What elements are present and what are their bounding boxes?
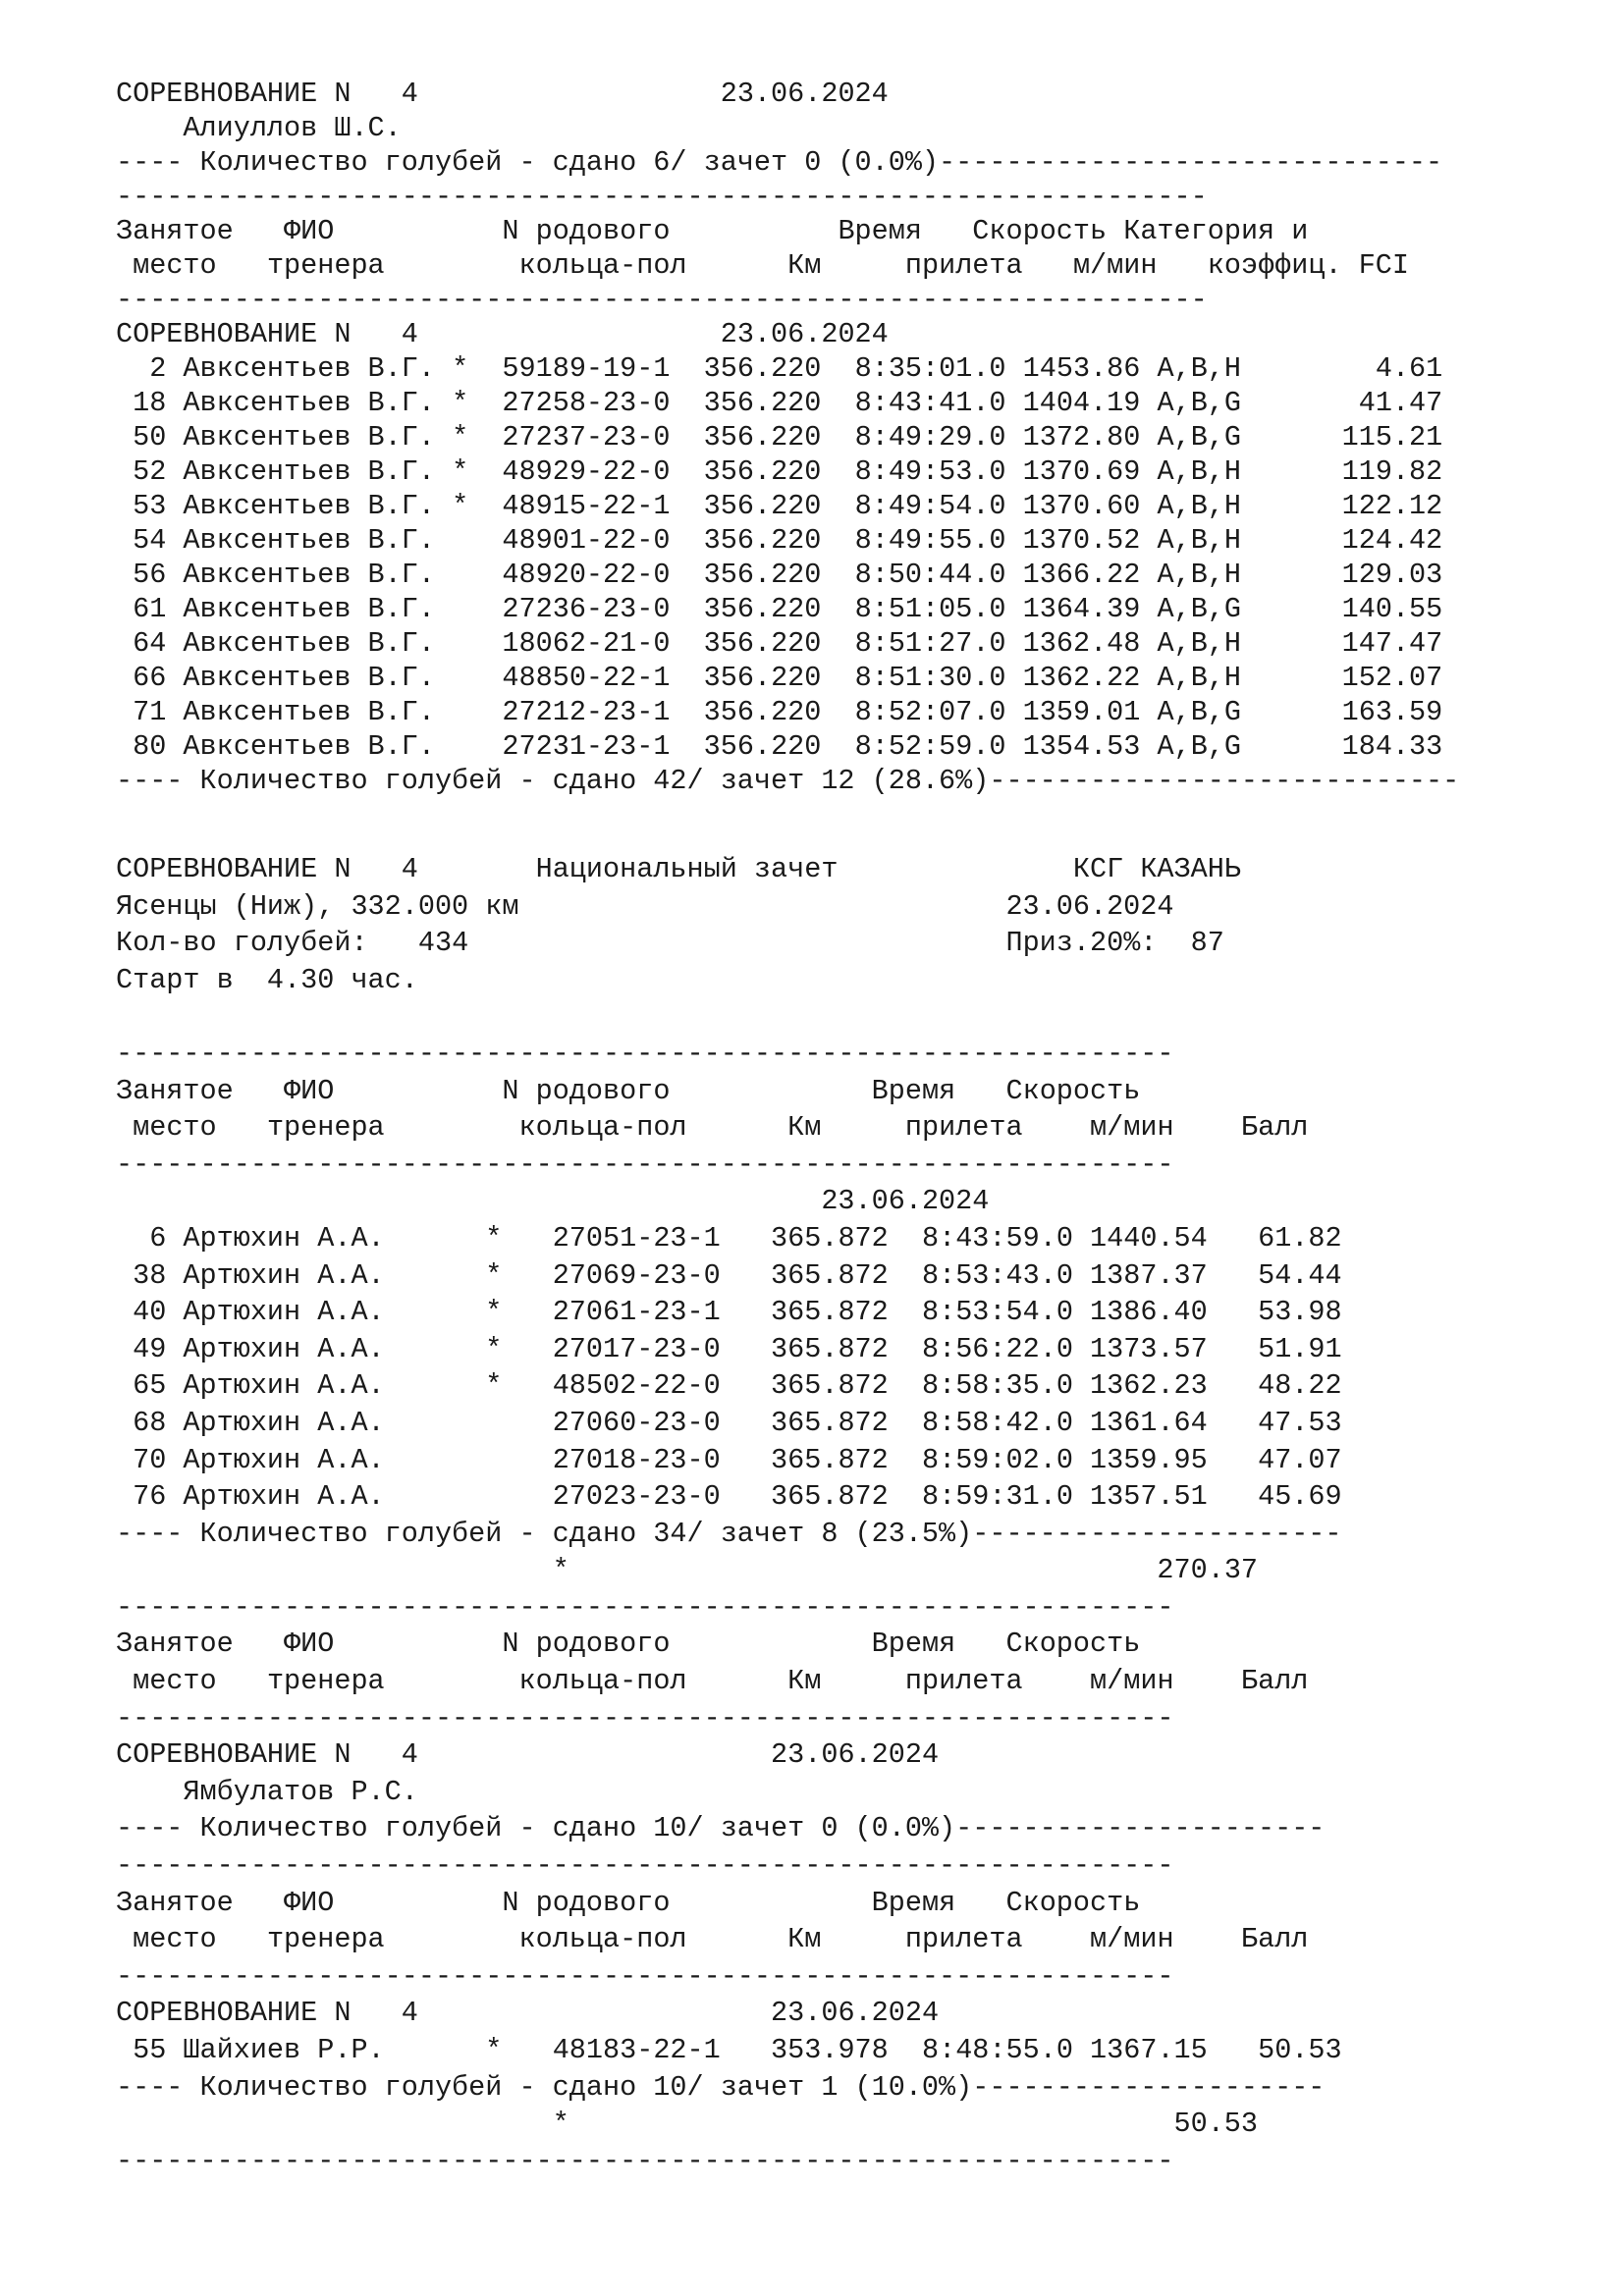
speed: 1359.01 [1022, 696, 1141, 728]
place: 40 [116, 1296, 167, 1329]
table-row [116, 1367, 1589, 1405]
arrival-time: 8:49:55.0 [854, 524, 1006, 557]
arrival-time: 8:52:07.0 [854, 696, 1006, 728]
group-heading: СОРЕВНОВАНИЕ N 4 23.06.2024 [116, 1738, 940, 1772]
table-row [116, 2032, 1589, 2069]
mark: * [485, 2034, 503, 2066]
speed: 1372.80 [1022, 421, 1141, 454]
place: 70 [116, 1443, 167, 1476]
mark [452, 662, 468, 694]
score: 50.53 [1207, 2034, 1342, 2066]
category: A,B,H [1157, 490, 1242, 522]
fancier-name: Авксентьев В.Г. [183, 421, 453, 454]
fci-coefficient: 140.55 [1241, 593, 1443, 625]
divider: ----------------------------------------------------------------- [116, 284, 1208, 316]
mark [485, 1480, 502, 1513]
fancier-name: Артюхин А.А. [183, 1406, 486, 1439]
col-km: Км [787, 1111, 822, 1145]
ring-number: 27237-23-0 [502, 421, 671, 454]
score: 45.69 [1207, 1480, 1342, 1514]
previous-fancier [116, 111, 1589, 145]
table-header-row-1 [116, 1073, 1589, 1110]
ring-number: 59189-19-1 [502, 352, 671, 385]
mark: * [485, 1221, 503, 1255]
prize-count: 87 [1190, 927, 1224, 960]
distance-km: 356.220 [703, 730, 822, 763]
divider: --------------------------------------------------------------- [116, 1849, 1174, 1883]
speed: 1359.95 [1090, 1443, 1208, 1476]
ring-number: 27231-23-1 [502, 730, 671, 763]
distance-km: 353.978 [771, 2034, 889, 2066]
club-name: КСГ КАЗАНЬ [1072, 853, 1241, 885]
distance-km: 356.220 [703, 490, 822, 522]
distance-km: 356.220 [703, 559, 822, 591]
table-header-row-1: Занятое ФИО N родового Время Скорость [116, 1628, 1141, 1661]
competition-title: СОРЕВНОВАНИЕ N 4 [116, 78, 418, 110]
col-time: Время [871, 1074, 956, 1107]
ring-number: 48850-22-1 [502, 662, 671, 694]
fci-coefficient: 147.47 [1241, 627, 1443, 660]
fancier-name: Артюхин А.А. [183, 1296, 486, 1329]
place: 80 [116, 730, 167, 763]
distance-km: 365.872 [771, 1258, 889, 1292]
speed: 1404.19 [1022, 387, 1141, 419]
fancier-name: Авксентьев В.Г. [183, 524, 453, 557]
arrival-time: 8:58:35.0 [922, 1369, 1073, 1403]
place: 52 [116, 455, 167, 488]
ring-number: 27017-23-0 [552, 1332, 721, 1365]
total-score: 270.37 [1157, 1554, 1259, 1587]
zachet-title: Национальный зачет [535, 853, 839, 885]
speed: 1373.57 [1090, 1332, 1208, 1365]
fancier-name: Авксентьев В.Г. [183, 593, 453, 625]
distance-km: 365.872 [771, 1480, 889, 1514]
speed: 1387.37 [1090, 1258, 1208, 1292]
category: A,B,H [1157, 627, 1242, 660]
fancier-name: Артюхин А.А. [183, 1369, 486, 1403]
fci-coefficient: 184.33 [1241, 730, 1443, 763]
results-table [116, 351, 1589, 764]
total-line: * 50.53 [552, 2108, 1259, 2141]
place: 18 [116, 387, 167, 419]
ring-number: 27258-23-0 [502, 387, 671, 419]
place: 65 [116, 1369, 167, 1403]
distance-km: 365.872 [771, 1369, 889, 1403]
speed: 1440.54 [1090, 1221, 1208, 1255]
distance-km: 356.220 [703, 387, 822, 419]
ring-number: 27023-23-0 [552, 1480, 721, 1514]
summary-line: ---- Количество голубей - сдано 42/ зачет 12 (28.6%)---------------------------- [116, 765, 1460, 797]
table-row [116, 489, 1589, 523]
mark: * [452, 352, 469, 385]
category: A,B,G [1157, 593, 1242, 625]
mark [485, 1407, 502, 1439]
speed: 1362.22 [1022, 662, 1141, 694]
speed: 1370.60 [1022, 490, 1141, 522]
table-header-row-2: место тренера кольца-пол Км прилета м/мин Балл [133, 1111, 1309, 1145]
table-row [116, 1405, 1589, 1442]
ring-number: 48929-22-0 [502, 455, 671, 488]
summary-line: ---- Количество голубей - сдано 34/ зачет 8 (23.5%)---------------------- [116, 1517, 1342, 1550]
group-heading: СОРЕВНОВАНИЕ N 4 23.06.2024 [116, 318, 889, 350]
speed: 1362.23 [1090, 1369, 1208, 1403]
arrival-time: 8:51:05.0 [854, 593, 1006, 625]
place: 50 [116, 421, 167, 454]
distance-km: 356.220 [703, 627, 822, 660]
group-fancier [116, 1774, 1589, 1811]
place: 68 [116, 1406, 167, 1439]
fancier-name: Артюхин А.А. [183, 1443, 486, 1476]
category: A,B,H [1157, 352, 1242, 385]
score: 47.53 [1207, 1406, 1342, 1439]
distance-km: 356.220 [703, 421, 822, 454]
fancier-name: Алиуллов Ш.С. [183, 112, 402, 144]
speed: 1367.15 [1090, 2034, 1208, 2066]
category: A,B,H [1157, 455, 1242, 488]
table-row [116, 523, 1589, 558]
report-heading [116, 77, 1589, 111]
table-row [116, 661, 1589, 695]
fci-coefficient: 129.03 [1241, 559, 1443, 591]
summary-line: ---- Количество голубей - сдано 6/ зачет 0 (0.0%)------------------------------ [116, 146, 1443, 179]
table-header-row-2: место тренера кольца-пол Км прилета м/мин Балл [133, 1923, 1309, 1956]
ring-number: 27061-23-1 [552, 1296, 721, 1329]
divider: --------------------------------------------------------------- [116, 1037, 1174, 1070]
place: 54 [116, 524, 167, 557]
total-line: * 270.37 [552, 1554, 1259, 1587]
speed: 1370.52 [1022, 524, 1141, 557]
table-header-row-1 [116, 214, 1589, 248]
table-row [116, 1478, 1589, 1516]
ring-number: 48901-22-0 [502, 524, 671, 557]
place: 53 [116, 490, 167, 522]
fancier-name: Авксентьев В.Г. [183, 559, 453, 591]
release-location: Ясенцы (Ниж), 332.000 км [116, 889, 519, 923]
table-header-row-2: место тренера кольца-пол Км прилета м/мин Балл [133, 1665, 1309, 1698]
table-row [116, 420, 1589, 454]
divider: --------------------------------------------------------------- [116, 1590, 1174, 1624]
fancier-name: Авксентьев В.Г. [183, 455, 453, 488]
score: 48.22 [1207, 1369, 1342, 1403]
table-row [116, 386, 1589, 420]
speed: 1361.64 [1090, 1406, 1208, 1439]
mark [452, 627, 468, 660]
group-heading: СОРЕВНОВАНИЕ N 4 23.06.2024 [116, 1997, 940, 2030]
count-line [116, 925, 1589, 962]
ring-number: 27060-23-0 [552, 1406, 721, 1439]
results-table [116, 2032, 1589, 2069]
ring-number: 27236-23-0 [502, 593, 671, 625]
table-row [116, 592, 1589, 626]
mark: * [452, 490, 469, 522]
speed: 1453.86 [1022, 352, 1141, 385]
col-score: Балл [1240, 1111, 1309, 1145]
fancier-name: Шайхиев Р.Р. [183, 2034, 486, 2066]
total-score: 50.53 [1173, 2108, 1259, 2141]
arrival-time: 8:53:43.0 [922, 1258, 1073, 1292]
fancier-name: Ямбулатов Р.С. [183, 1775, 418, 1808]
location-line [116, 888, 1589, 926]
place: 66 [116, 662, 167, 694]
table-row [116, 351, 1589, 386]
distance-km: 356.220 [703, 696, 822, 728]
speed: 1364.39 [1022, 593, 1141, 625]
arrival-time: 8:49:29.0 [854, 421, 1006, 454]
ring-number: 48920-22-0 [502, 559, 671, 591]
fci-coefficient: 163.59 [1241, 696, 1443, 728]
distance-km: 356.220 [703, 662, 822, 694]
arrival-time: 8:43:41.0 [854, 387, 1006, 419]
fancier-name: Авксентьев В.Г. [183, 490, 453, 522]
arrival-time: 8:51:30.0 [854, 662, 1006, 694]
arrival-time: 8:58:42.0 [922, 1406, 1073, 1439]
fci-coefficient: 152.07 [1241, 662, 1443, 694]
table-header-row-1: Занятое ФИО N родового Время Скорость [116, 1886, 1141, 1919]
speed: 1370.69 [1022, 455, 1141, 488]
category: A,B,H [1157, 524, 1242, 557]
arrival-time: 8:51:27.0 [854, 627, 1006, 660]
distance-km: 365.872 [771, 1406, 889, 1439]
ring-number: 27051-23-1 [552, 1221, 721, 1255]
mark: * [485, 1296, 503, 1329]
table-row [116, 1442, 1589, 1479]
distance-km: 356.220 [703, 352, 822, 385]
mark: * [452, 455, 469, 488]
speed: 1366.22 [1022, 559, 1141, 591]
arrival-time: 8:59:31.0 [922, 1480, 1073, 1514]
fancier-name: Авксентьев В.Г. [183, 696, 453, 728]
mark: * [485, 1258, 503, 1292]
mark [452, 593, 468, 625]
speed: 1362.48 [1022, 627, 1141, 660]
col-place: Занятое [116, 1074, 234, 1107]
divider: --------------------------------------------------------------- [116, 1959, 1174, 1993]
table-row [116, 558, 1589, 592]
arrival-time: 8:56:22.0 [922, 1332, 1073, 1365]
table-row [116, 695, 1589, 729]
col-speed: Скорость [972, 215, 1108, 247]
distance-km: 365.872 [771, 1296, 889, 1329]
col-time: Время [838, 215, 922, 247]
summary-line: ---- Количество голубей - сдано 10/ зачет 0 (0.0%)---------------------- [116, 1812, 1326, 1845]
mark: * [485, 1332, 503, 1365]
distance-km: 365.872 [771, 1332, 889, 1365]
table-row [116, 454, 1589, 489]
col-category: Категория и [1123, 215, 1309, 247]
fancier-name: Авксентьев В.Г. [183, 387, 453, 419]
speed: 1354.53 [1022, 730, 1141, 763]
speed: 1357.51 [1090, 1480, 1208, 1514]
category: A,B,G [1157, 387, 1242, 419]
distance-km: 365.872 [771, 1221, 889, 1255]
fancier-name: Авксентьев В.Г. [183, 352, 453, 385]
category: A,B,G [1157, 730, 1242, 763]
arrival-time: 8:43:59.0 [922, 1221, 1073, 1255]
distance-km: 365.872 [771, 1443, 889, 1476]
score: 61.82 [1207, 1221, 1342, 1255]
mark [452, 559, 468, 591]
divider: --------------------------------------------------------------- [116, 1701, 1174, 1735]
category: A,B,H [1157, 559, 1242, 591]
table-row [116, 1220, 1589, 1257]
prize-label: Приз.20%: [1005, 927, 1158, 960]
ring-number: 48502-22-0 [552, 1369, 721, 1403]
mark [485, 1444, 502, 1476]
table-row [116, 1331, 1589, 1368]
report-heading [116, 851, 1589, 888]
table-header-row-2: место тренера кольца-пол Км прилета м/мин коэффиц. FCI [133, 249, 1409, 282]
fancier-name: Артюхин А.А. [183, 1332, 486, 1365]
arrival-time: 8:49:53.0 [854, 455, 1006, 488]
start-time: Старт в 4.30 час. [116, 963, 418, 996]
distance-km: 356.220 [703, 593, 822, 625]
results-table [116, 1220, 1589, 1516]
mark: * [485, 1369, 503, 1403]
place: 64 [116, 627, 167, 660]
category: A,B,H [1157, 662, 1242, 694]
place: 61 [116, 593, 167, 625]
arrival-time: 8:49:54.0 [854, 490, 1006, 522]
place: 6 [116, 1221, 167, 1255]
competition-title: СОРЕВНОВАНИЕ N 4 [116, 853, 418, 885]
place: 49 [116, 1332, 167, 1365]
col-km: Км [787, 249, 822, 282]
mark: * [452, 421, 469, 454]
place: 56 [116, 559, 167, 591]
arrival-time: 8:48:55.0 [922, 2034, 1073, 2066]
fci-coefficient: 122.12 [1241, 490, 1443, 522]
competition-date: 23.06.2024 [1005, 889, 1174, 923]
bird-count: 434 [417, 927, 469, 960]
bird-count-label: Кол-во голубей: [116, 927, 368, 960]
group-date: 23.06.2024 [821, 1185, 990, 1218]
fci-coefficient: 119.82 [1241, 455, 1443, 488]
competition-date: 23.06.2024 [720, 78, 889, 110]
fancier-name: Авксентьев В.Г. [183, 627, 453, 660]
fancier-name: Артюхин А.А. [183, 1221, 486, 1255]
summary-line: ---- Количество голубей - сдано 10/ зачет 1 (10.0%)--------------------- [116, 2070, 1326, 2104]
category: A,B,G [1157, 421, 1242, 454]
ring-number: 18062-21-0 [502, 627, 671, 660]
score: 51.91 [1207, 1332, 1342, 1365]
score: 47.07 [1207, 1443, 1342, 1476]
arrival-time: 8:50:44.0 [854, 559, 1006, 591]
table-row [116, 729, 1589, 764]
col-ring: N родового [502, 1074, 671, 1107]
mark [452, 524, 468, 557]
ring-number: 27212-23-1 [502, 696, 671, 728]
col-ring: N родового [502, 215, 671, 247]
mark [452, 696, 468, 728]
distance-km: 356.220 [703, 455, 822, 488]
arrival-time: 8:35:01.0 [854, 352, 1006, 385]
place: 71 [116, 696, 167, 728]
divider: --------------------------------------------------------------- [116, 1148, 1174, 1181]
col-fio: ФИО [284, 215, 335, 247]
mark: * [452, 387, 469, 419]
mark [452, 730, 468, 763]
fancier-name: Артюхин А.А. [183, 1480, 486, 1514]
place: 2 [116, 352, 167, 385]
table-row [116, 626, 1589, 661]
divider: ----------------------------------------------------------------- [116, 181, 1208, 213]
category: A,B,G [1157, 696, 1242, 728]
table-row [116, 1294, 1589, 1331]
arrival-time: 8:52:59.0 [854, 730, 1006, 763]
score: 53.98 [1207, 1296, 1342, 1329]
arrival-time: 8:59:02.0 [922, 1443, 1073, 1476]
fci-coefficient: 115.21 [1241, 421, 1443, 454]
col-fio: ФИО [284, 1074, 335, 1107]
arrival-time: 8:53:54.0 [922, 1296, 1073, 1329]
score: 54.44 [1207, 1258, 1342, 1292]
fancier-name: Артюхин А.А. [183, 1258, 486, 1292]
fancier-name: Авксентьев В.Г. [183, 662, 453, 694]
fancier-name: Авксентьев В.Г. [183, 730, 453, 763]
col-speed: Скорость [1005, 1074, 1141, 1107]
fci-coefficient: 4.61 [1241, 352, 1443, 385]
distance-km: 356.220 [703, 524, 822, 557]
national-zachet-section [116, 851, 1589, 2179]
place: 38 [116, 1258, 167, 1292]
col-place: Занятое [116, 215, 234, 247]
place: 55 [116, 2034, 167, 2066]
place: 76 [116, 1480, 167, 1514]
speed: 1386.40 [1090, 1296, 1208, 1329]
fci-coefficient: 124.42 [1241, 524, 1443, 557]
ring-number: 27069-23-0 [552, 1258, 721, 1292]
ring-number: 48915-22-1 [502, 490, 671, 522]
fci-category-section [116, 77, 1589, 798]
table-row [116, 1257, 1589, 1295]
fci-coefficient: 41.47 [1241, 387, 1443, 419]
ring-number: 48183-22-1 [552, 2034, 721, 2066]
divider: --------------------------------------------------------------- [116, 2144, 1174, 2177]
ring-number: 27018-23-0 [552, 1443, 721, 1476]
